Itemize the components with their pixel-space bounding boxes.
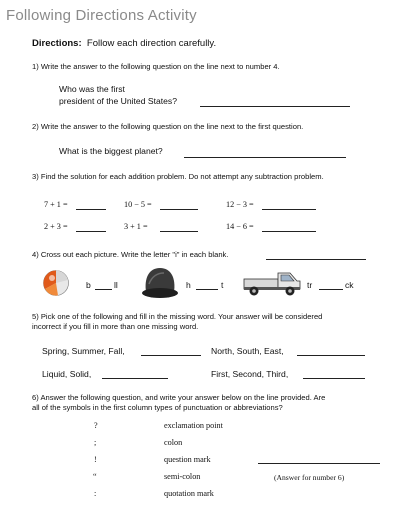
math-problem: 10 − 5 =: [124, 200, 152, 209]
directions: [32, 38, 216, 49]
directions-label: Directions:: [32, 38, 82, 49]
directions-text: Follow each direction carefully.: [86, 38, 217, 49]
word-suffix: t: [221, 280, 224, 290]
math-problem: 12 − 3 =: [226, 200, 254, 209]
symbol: “: [93, 472, 97, 481]
symbol-name: colon: [164, 438, 183, 447]
word-prefix: h: [186, 280, 191, 290]
math-answer-line[interactable]: [160, 209, 198, 210]
math-problem: 7 + 1 =: [44, 200, 68, 209]
q1-question-line1: Who was the first: [59, 84, 125, 94]
q2-answer-line[interactable]: [184, 157, 346, 158]
letter-blank[interactable]: [319, 289, 343, 290]
symbol: ?: [94, 421, 98, 430]
fill-in-line[interactable]: [141, 355, 201, 356]
symbol-name: quotation mark: [164, 489, 214, 498]
fill-in-line[interactable]: [102, 378, 168, 379]
q1-instruction: 1) Write the answer to the following question on the line next to number 4.: [32, 62, 280, 71]
word-prefix: b: [86, 280, 91, 290]
q5-instruction-line1: 5) Pick one of the following and fill in the missing word. Your answer will be considered: [32, 312, 323, 321]
symbol: !: [94, 455, 97, 464]
q1-answer-line[interactable]: [200, 106, 350, 107]
word-prefix: tr: [307, 280, 313, 290]
word-suffix: ck: [345, 280, 354, 290]
math-answer-line[interactable]: [76, 231, 106, 232]
letter-blank[interactable]: [95, 289, 112, 290]
hat-icon: [140, 264, 180, 300]
fill-in-line[interactable]: [303, 378, 365, 379]
answer-note: (Answer for number 6): [274, 473, 345, 482]
q4-instruction: 4) Cross out each picture. Write the letter "i" in each blank.: [32, 250, 229, 259]
page-title: Following Directions Activity: [6, 7, 197, 24]
fill-in-item: North, South, East,: [211, 346, 284, 356]
q4-answer-line[interactable]: [266, 259, 366, 260]
fill-in-item: Liquid, Solid,: [42, 369, 92, 379]
ball-icon: [42, 269, 70, 297]
letter-blank[interactable]: [196, 289, 218, 290]
q6-instruction-line2: all of the symbols in the first column types of punctuation or abbreviations?: [32, 403, 283, 412]
truck-icon: [242, 267, 302, 299]
math-answer-line[interactable]: [262, 231, 316, 232]
math-answer-line[interactable]: [76, 209, 106, 210]
q5-instruction-line2: incorrect if you fill in more than one missing word.: [32, 322, 199, 331]
math-answer-line[interactable]: [160, 231, 198, 232]
fill-in-item: First, Second, Third,: [211, 369, 289, 379]
q2-question: What is the biggest planet?: [59, 146, 163, 156]
symbol-name: exclamation point: [164, 421, 223, 430]
q6-answer-line[interactable]: [258, 463, 380, 464]
math-answer-line[interactable]: [262, 209, 316, 210]
math-problem: 14 − 6 =: [226, 222, 254, 231]
q6-instruction-line1: 6) Answer the following question, and write your answer below on the line provided. Are: [32, 393, 326, 402]
math-problem: 2 + 3 =: [44, 222, 68, 231]
math-problem: 3 + 1 =: [124, 222, 148, 231]
fill-in-line[interactable]: [297, 355, 365, 356]
symbol: ;: [94, 438, 97, 447]
symbol: :: [94, 489, 97, 498]
symbol-name: semi-colon: [164, 472, 201, 481]
q1-question-line2: president of the United States?: [59, 96, 178, 106]
fill-in-item: Spring, Summer, Fall,: [42, 346, 125, 356]
symbol-name: question mark: [164, 455, 211, 464]
q2-instruction: 2) Write the answer to the following question on the line next to the first question.: [32, 122, 304, 131]
q3-instruction: 3) Find the solution for each addition problem. Do not attempt any subtraction problem.: [32, 172, 324, 181]
word-suffix: ll: [114, 280, 118, 290]
